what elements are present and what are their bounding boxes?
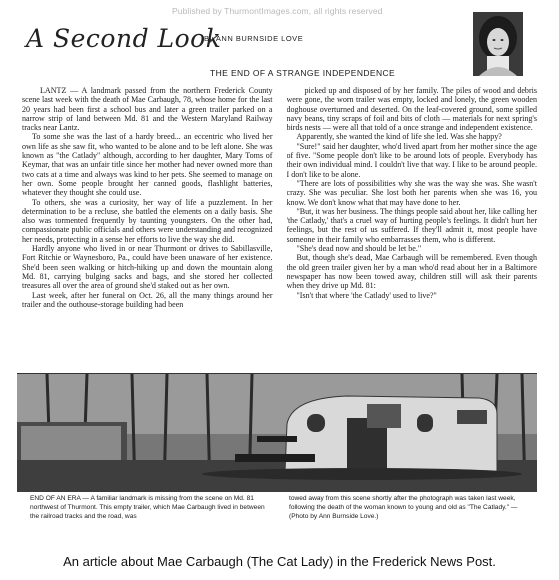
byline: By ANN BURNSIDE LOVE: [204, 34, 304, 43]
paragraph: "She's dead now and should be let be.": [296, 244, 422, 254]
paragraph: "Sure!" said her daughter, who'd lived apart from her mother since the age of five. "Some people don't like to be around lots of people. Everybody has their own individual mind. I couldn't live that way. I like to be around people. I don't like to be alone.: [286, 141, 537, 179]
paragraph: Last week, after her funeral on Oct. 26, all the many things around her trailer and the outhouse-storage building had been: [22, 290, 273, 309]
author-portrait: [473, 12, 523, 76]
paragraph: To some she was the last of a hardy breed... an eccentric who lived her own life as she saw fit, who wanted to be alone and to be left alone. She was known as "the Catlady" although, according to her daughter, Mary Toms of Keymar, that was an unfair title since her mother had never owned more than two cats at a time and always was kind to her pets. She seemed to manage on her own. Some people brought her canned goods, flashlight batteries, whatever they thought she could use.: [22, 132, 273, 198]
column-masthead: [26, 24, 446, 56]
paragraph: picked up and disposed of by her family. The piles of wood and debris were gone, the worn trailer was empty, locked and lonely, the green wooden doghouse overturned and deserted. On the leaf-covered ground, some spilled navy beans, tiny scraps of foil and bits of cloth — materials for next spring's birds nests — were all that told of a once strange and independent existence.: [286, 86, 537, 133]
footer-caption: An article about Mae Carbaugh (The Cat Lady) in the Frederick News Post.: [63, 554, 496, 569]
paragraph: "There are lots of possibilities why she was the way she was. She wasn't crazy. She was peculiar. She lost both her parents when she was 16, you know. We don't know what that may have done to her.: [286, 178, 537, 207]
trailer-photo-image: [17, 374, 537, 492]
paragraph: Hardly anyone who lived in or near Thurmont or drives to Sabillasville, Fort Ritchie or Waynesboro, Pa., could have been unaware of her existence. She'd been seen walking or hitch-hiking up and down the mountain along Md. 81, carrying bulging sacks and bags, and she stored her collected treasures all over the area of ground she'd staked out as her own.: [22, 244, 273, 291]
headline: THE END OF A STRANGE INDEPENDENCE: [210, 68, 396, 78]
paragraph: But, though she's dead, Mae Carbaugh will be remembered. Even though the old green trailer given her by a man who'd read about her in a Baltimore newspaper has now been towed away, children still will ask their parents when they drive up Md. 81:: [286, 253, 537, 291]
paragraph: "Isn't that where 'the Catlady' used to live?": [296, 290, 437, 300]
column-title: A Second Look: [26, 24, 222, 53]
watermark: Published by ThurmontImages.com, all rights reserved: [172, 6, 383, 16]
article-body: [22, 86, 537, 376]
paragraph: Apparently, she wanted the kind of life she led. Was she happy?: [296, 132, 502, 142]
article-column-2: [287, 86, 538, 376]
portrait-image: [473, 12, 523, 76]
paragraph: "But, it was her business. The things people said about her, like calling her 'the Catlady,' that's a cruel way of hurting people's feelings. It didn't hurt her feelings, but the rest of us suffered. If they'll admit it, most people have someone in their family who embarrasses them, who is different.: [286, 206, 537, 244]
caption-right: towed away from this scene shortly after the photograph was taken last week, following the death of the woman known to young and old as "The Catlady." — (Photo by Ann Burnside Love.): [289, 495, 518, 520]
paragraph: To others, she was a curiosity, her way of life a puzzlement. In her determination to be a recluse, she battled the elements on a daily basis. She also was tormented frequently by taunting youngsters. On the other had, compassionate public officials and others were understanding and recognized her needs, protecting in a sense her efforts to live the way she did.: [22, 197, 273, 244]
trailer-photo: [17, 373, 537, 492]
paragraph: LANTZ — A landmark passed from the northern Frederick County scene last week with the death of Mae Carbaugh, 78, whose home for the last 20 years had been first a school bus and later a green trailer parked on a narrow strip of land between Md. 81 and the Western Maryland Railway tracks near Lantz.: [22, 86, 273, 133]
caption-left: END OF AN ERA — A familiar landmark is missing from the scene on Md. 81 northwest of Thurmont. This empty trailer, which Mae Carbaugh lived in between the railroad tracks and the road, was: [30, 495, 265, 520]
photo-caption: [30, 494, 530, 521]
article-column-1: [22, 86, 273, 376]
